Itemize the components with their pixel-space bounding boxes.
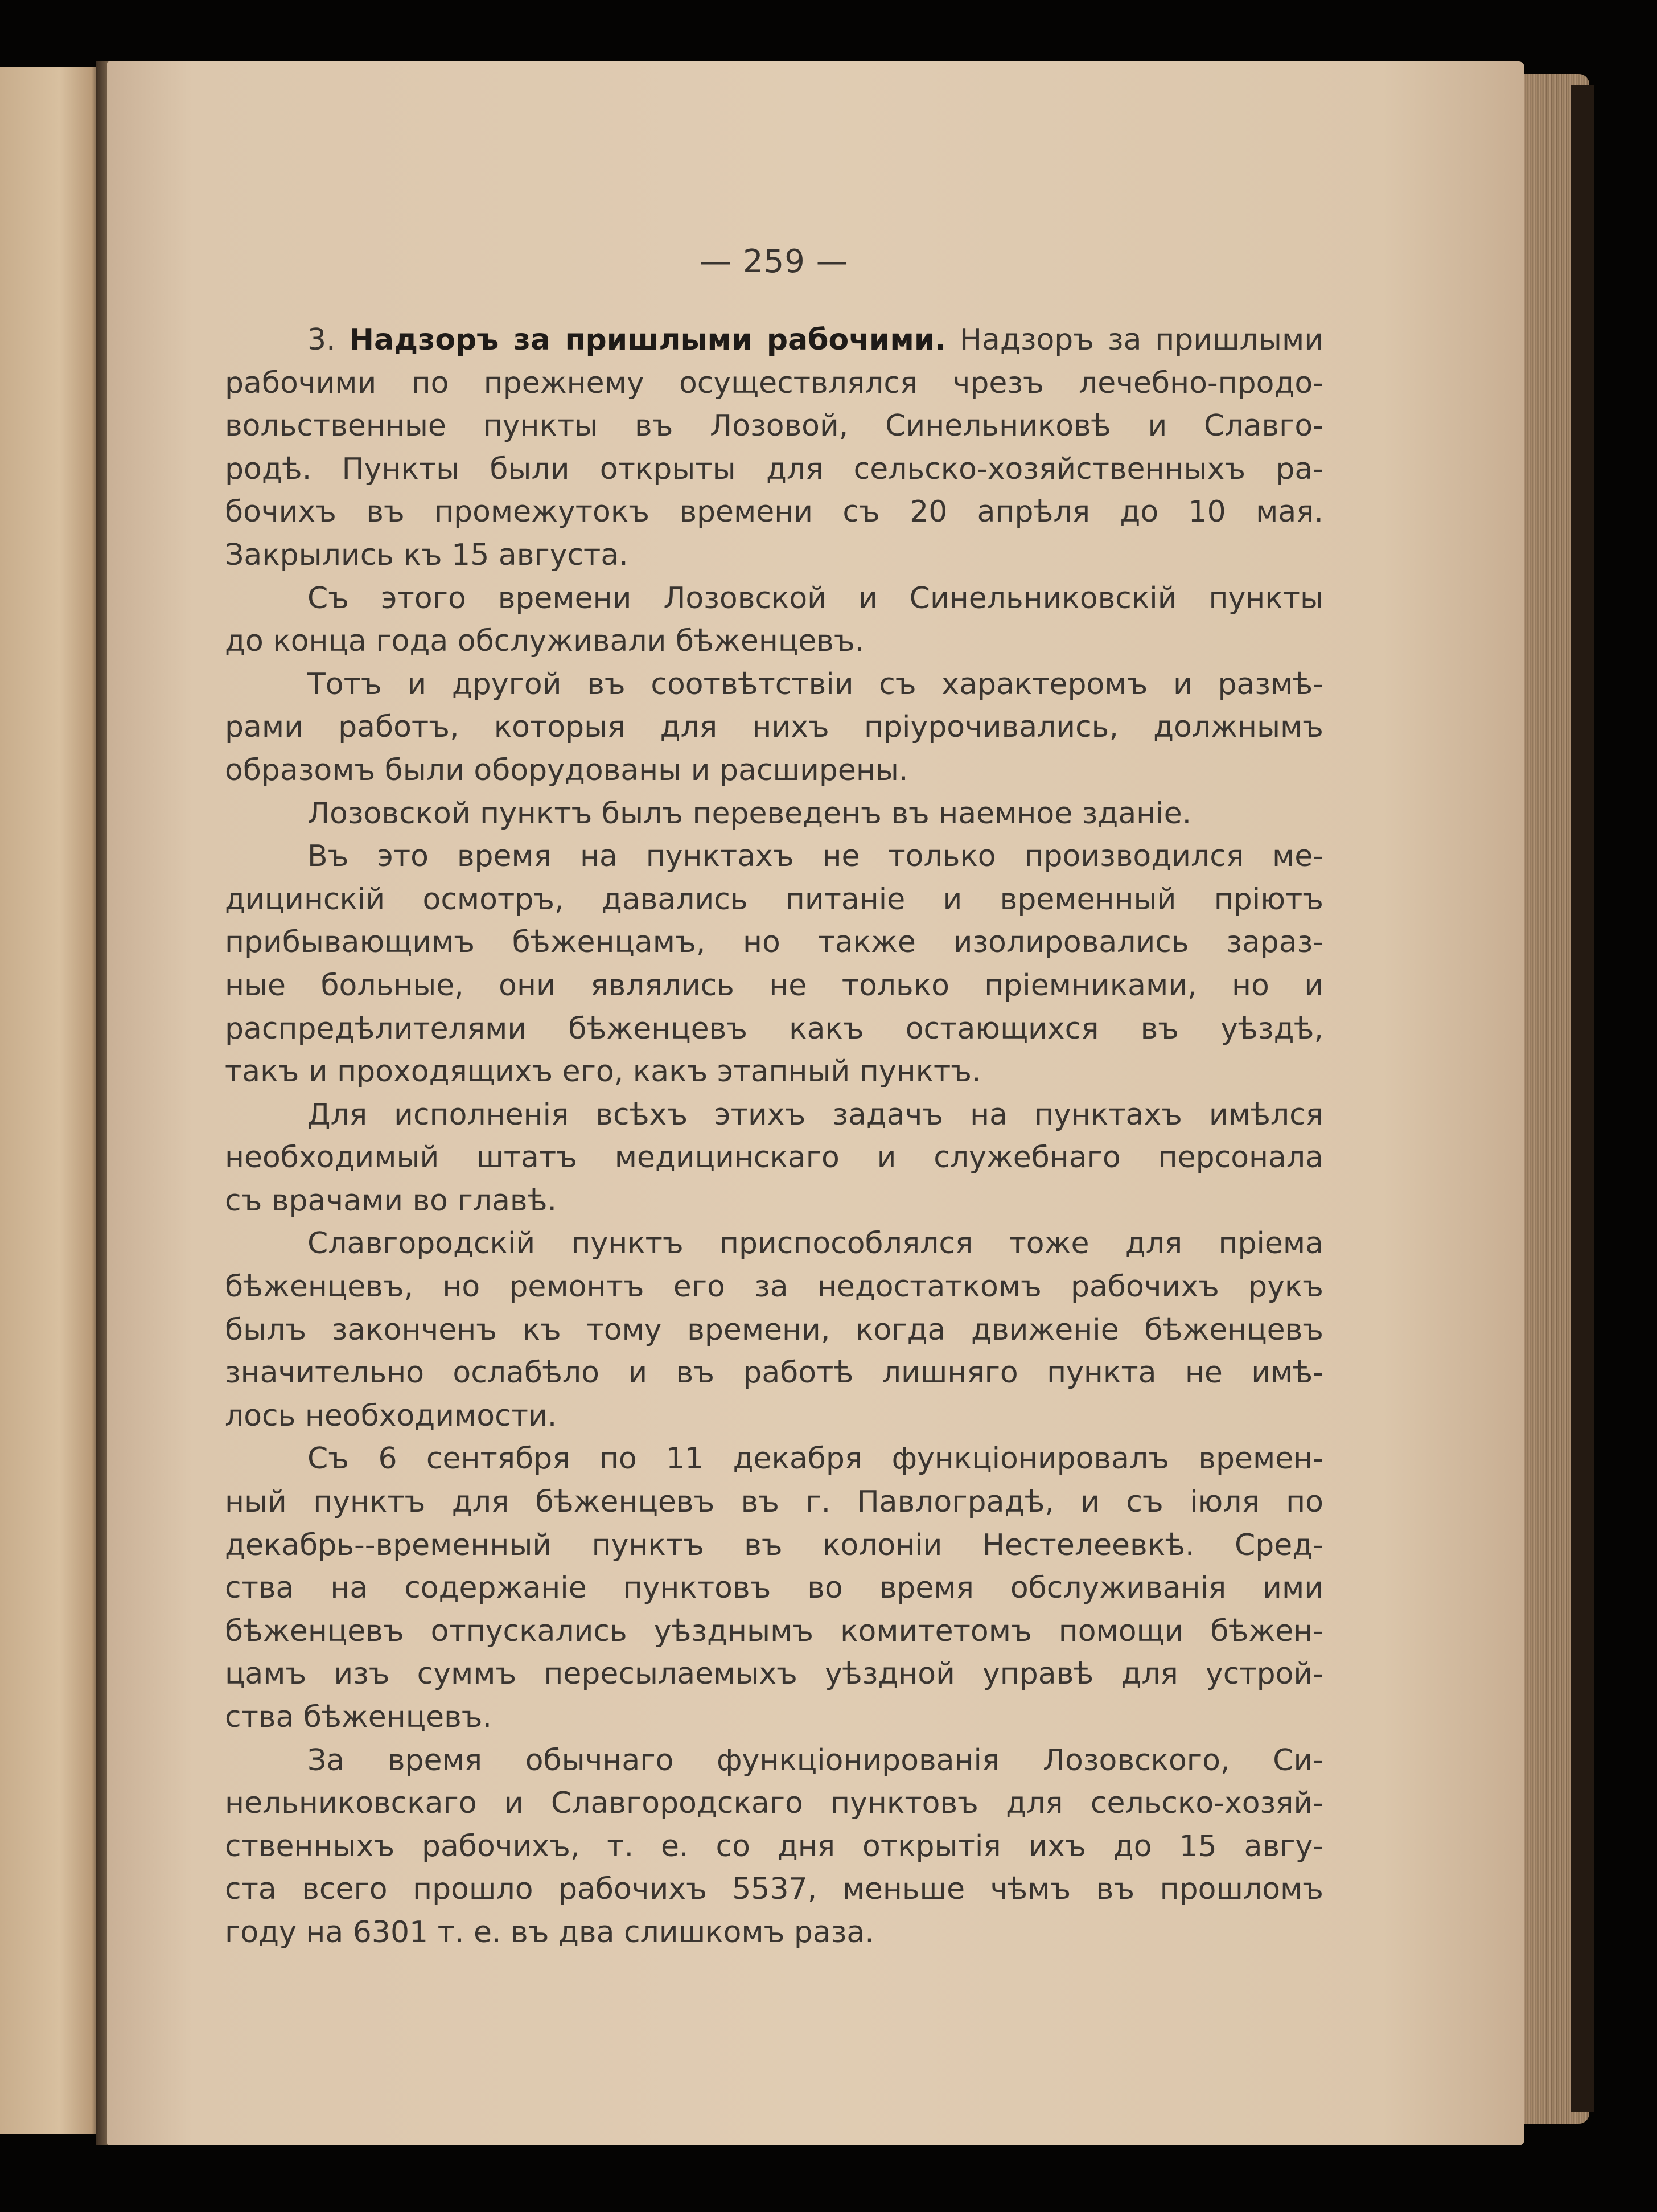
text-line: рами работъ, которыя для нихъ пріурочивались, должнымъ — [225, 710, 1323, 745]
text-line: бѣженцевъ отпускались уѣзднымъ комитетомъ помощи бѣжен- — [225, 1614, 1323, 1648]
text-line: Для исполненія всѣхъ этихъ задачъ на пунктахъ имѣлся — [307, 1097, 1323, 1132]
text-line: необходимый штатъ медицинскаго и служебнаго персонала — [225, 1140, 1323, 1175]
text-line: За время обычнаго функціонированія Лозовского, Си- — [307, 1743, 1323, 1778]
text-line: значительно ослабѣло и въ работѣ лишняго пункта не имѣ- — [225, 1356, 1323, 1390]
text-line: ственныхъ рабочихъ, т. е. со дня открытія ихъ до 15 авгу- — [225, 1829, 1323, 1864]
text-line: бочихъ въ промежутокъ времени съ 20 апрѣля до 10 мая. — [225, 495, 1323, 530]
text-line: Съ 6 сентября по 11 декабря функціонировалъ времен- — [307, 1442, 1323, 1476]
line-text: Надзоръ за пришлыми — [959, 323, 1323, 357]
text-line: прибывающимъ бѣженцамъ, но также изолировались зараз- — [225, 925, 1323, 960]
text-line: родѣ. Пункты были открыты для сельско-хозяйственныхъ ра- — [225, 452, 1323, 486]
left-page-edge — [0, 67, 100, 2134]
text-line: дицинскій осмотръ, давались питаніе и временный пріютъ — [225, 882, 1323, 917]
text-line — [225, 319, 1323, 362]
text-line: ные больные, они являлись не только пріемниками, но и — [225, 968, 1323, 1003]
text-line: рабочими по прежнему осуществлялся чрезъ лечебно-продо- — [225, 366, 1323, 400]
text-line: до конца года обслуживали бѣженцевъ. — [225, 624, 865, 659]
text-line: былъ законченъ къ тому времени, когда движеніе бѣженцевъ — [225, 1312, 1323, 1347]
text-line: Въ это время на пунктахъ не только производился ме- — [307, 839, 1323, 874]
text-line: такъ и проходящихъ его, какъ этапный пунктъ. — [225, 1054, 981, 1089]
text-line: ный пунктъ для бѣженцевъ въ г. Павлоградѣ, и съ іюля по — [225, 1485, 1323, 1520]
text-line: ства на содержаніе пунктовъ во время обслуживанія ими — [225, 1571, 1323, 1606]
text-line: съ врачами во главѣ. — [225, 1183, 557, 1218]
text-line: году на 6301 т. е. въ два слишкомъ раза. — [225, 1915, 874, 1950]
text-line: ста всего прошло рабочихъ 5537, меньше чѣмъ въ прошломъ — [225, 1872, 1323, 1907]
text-line: образомъ были оборудованы и расширены. — [225, 753, 908, 787]
text-line: бѣженцевъ, но ремонтъ его за недостаткомъ рабочихъ рукъ — [225, 1270, 1323, 1304]
text-line: Съ этого времени Лозовской и Синельниковскій пункты — [307, 581, 1323, 615]
text-line: лось необходимости. — [225, 1398, 557, 1433]
text-line: распредѣлителями бѣженцевъ какъ остающихся въ уѣздѣ, — [225, 1011, 1323, 1046]
text-line: Славгородскій пунктъ приспособлялся тоже для пріема — [307, 1226, 1323, 1261]
section-number: 3. — [307, 323, 336, 357]
text-line: вольственные пункты въ Лозовой, Синельниковѣ и Славго- — [225, 409, 1323, 444]
text-line: Лозовской пунктъ былъ переведенъ въ наемное зданіе. — [307, 796, 1192, 831]
page-number: — 259 — — [700, 243, 849, 280]
body-text — [225, 319, 1323, 1955]
book-cover-edge — [1571, 85, 1594, 2112]
text-line: нельниковскаго и Славгородскаго пунктовъ для сельско-хозяй- — [225, 1786, 1323, 1821]
section-title: Надзоръ за пришлыми рабочими. — [349, 323, 947, 357]
text-line: Тотъ и другой въ соотвѣтствіи съ характеромъ и размѣ- — [307, 667, 1323, 701]
text-line: Закрылись къ 15 августа. — [225, 537, 628, 572]
page-content — [225, 239, 1323, 1955]
text-line: ства бѣженцевъ. — [225, 1700, 492, 1734]
text-line: декабрь--временный пунктъ въ колоніи Нестелеевкѣ. Сред- — [225, 1528, 1323, 1562]
text-line: цамъ изъ суммъ пересылаемыхъ уѣздной управѣ для устрой- — [225, 1657, 1323, 1692]
